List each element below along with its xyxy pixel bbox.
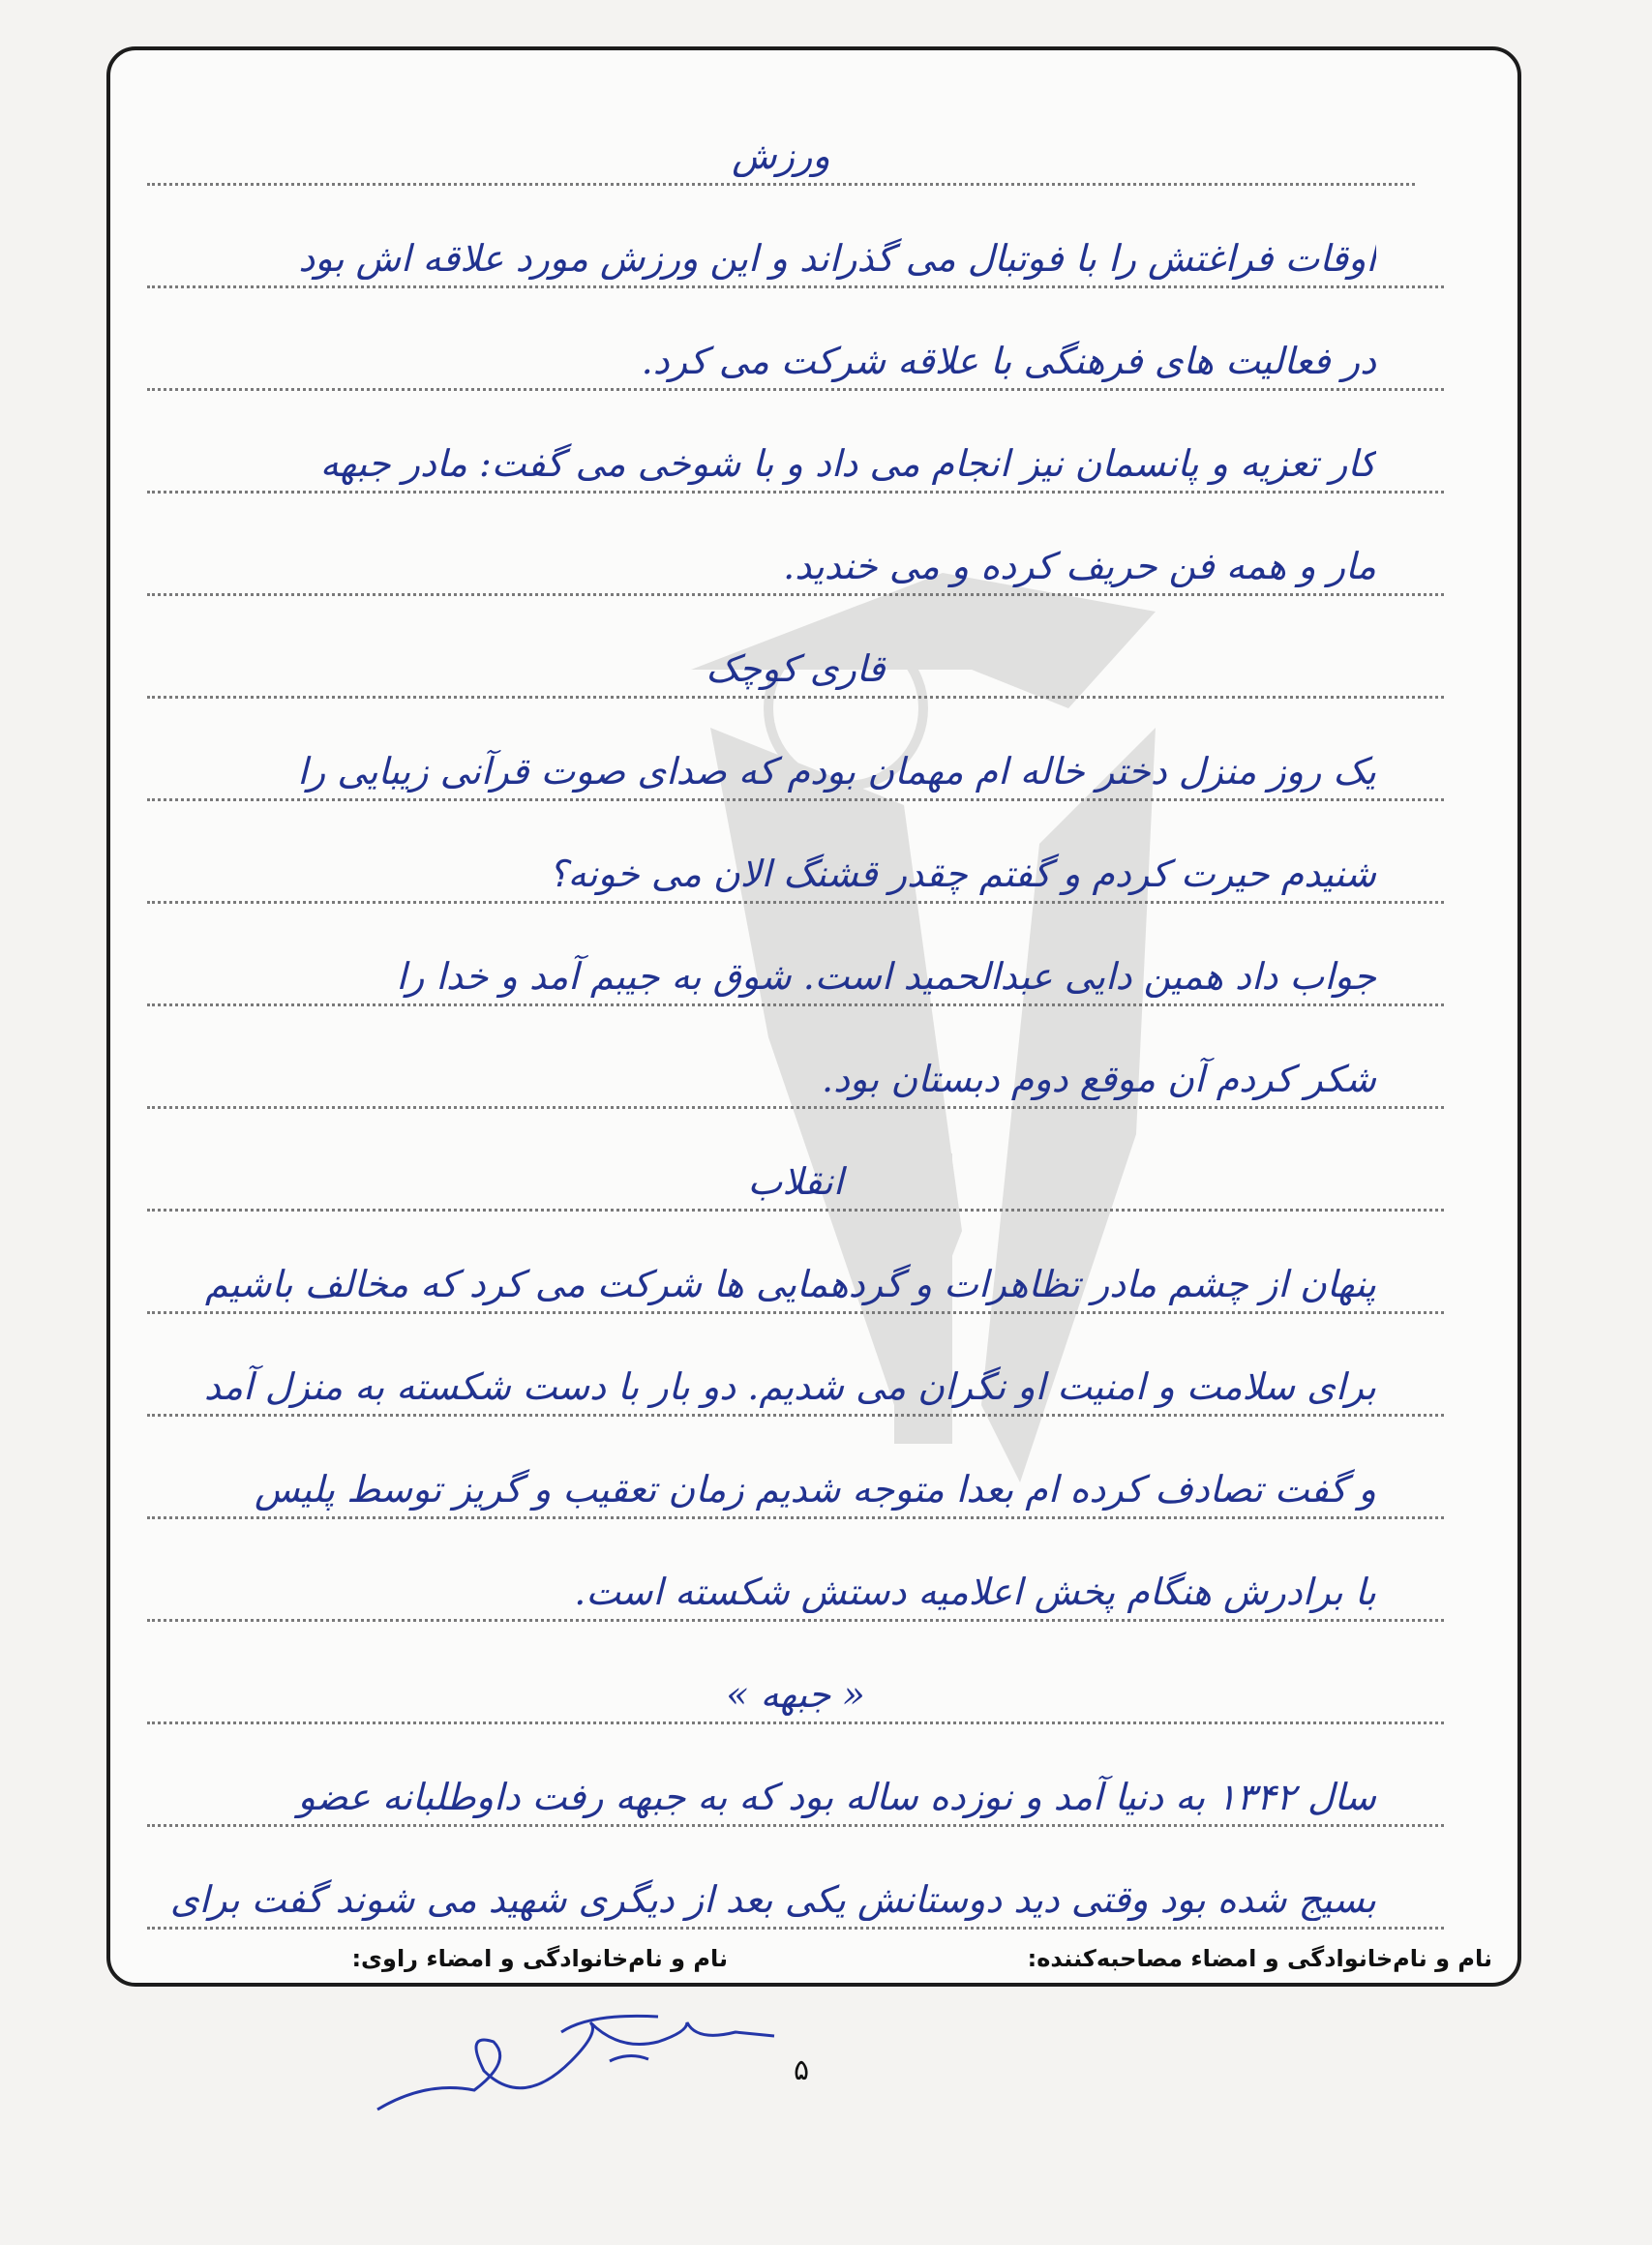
footer [147, 1939, 1492, 1987]
writing-line [147, 1647, 1444, 1724]
handwritten-text: سال ۱۳۴۲ به دنیا آمد و نوزده ساله بود که به جبهه رفت داوطلبانه عضو [297, 1776, 1376, 1818]
signature [368, 2003, 794, 2129]
handwritten-text: جواب داد همین دایی عبدالحمید است. شوق به جیبم آمد و خدا را [396, 955, 1376, 998]
writing-line [147, 1339, 1444, 1417]
handwritten-text: شنیدم حیرت کردم و گفتم چقدر قشنگ الان می خونه؟ [548, 853, 1376, 895]
writing-line [147, 1852, 1444, 1930]
writing-line [147, 108, 1415, 186]
handwritten-text: در فعالیت های فرهنگی با علاقه شرکت می کرد. [641, 340, 1376, 382]
page-number: ۵ [794, 2053, 810, 2087]
writing-line [147, 1032, 1444, 1109]
narrator-signature-label: نام و نام‌خانوادگی و امضاء راوی: [351, 1945, 728, 1972]
handwritten-text: و گفت تصادف کرده ام بعدا متوجه شدیم زمان تعقیب و گریز توسط پلیس [254, 1468, 1376, 1511]
writing-line [147, 1750, 1444, 1827]
handwritten-text: یک روز منزل دختر خاله ام مهمان بودم که صدای صوت قرآنی زیبایی را [297, 750, 1376, 793]
writing-line [147, 621, 1444, 699]
page-frame [106, 46, 1521, 1987]
section-heading: « جبهه » [726, 1673, 865, 1716]
writing-line [147, 416, 1444, 494]
writing-line [147, 211, 1444, 288]
handwritten-text: برای سلامت و امنیت او نگران می شدیم. دو بار با دست شکسته به منزل آمد [203, 1365, 1376, 1408]
section-heading: قاری کوچک [706, 647, 886, 690]
handwritten-text: اوقات فراغتش را با فوتبال می گذراند و این ورزش مورد علاقه اش بود [298, 237, 1376, 280]
handwritten-text: با برادرش هنگام پخش اعلامیه دستش شکسته است. [574, 1571, 1376, 1613]
writing-line [147, 1442, 1444, 1519]
writing-line [147, 929, 1444, 1006]
writing-line [147, 1134, 1444, 1212]
handwritten-text: پنهان از چشم مادر تظاهرات و گردهمایی ها شرکت می کرد که مخالف باشیم [204, 1263, 1376, 1305]
lined-writing-area [110, 50, 1517, 1983]
section-heading: ورزش [732, 135, 830, 177]
interviewer-signature-label: نام و نام‌خانوادگی و امضاء مصاحبه‌کننده: [1027, 1945, 1492, 1972]
handwritten-text: شکر کردم آن موقع دوم دبستان بود. [822, 1058, 1376, 1100]
writing-line [147, 724, 1444, 801]
writing-line [147, 826, 1444, 904]
writing-line [147, 314, 1444, 391]
writing-line [147, 519, 1444, 596]
handwritten-text: بسیج شده بود وقتی دید دوستانش یکی بعد از دیگری شهید می شوند گفت برای [169, 1878, 1376, 1921]
writing-line [147, 1544, 1444, 1622]
section-heading: انقلاب [747, 1160, 844, 1203]
handwritten-text: مار و همه فن حریف کرده و می خندید. [783, 545, 1376, 587]
writing-line [147, 1237, 1444, 1314]
handwritten-text: کار تعزیه و پانسمان نیز انجام می داد و با شوخی می گفت: مادر جبهه [319, 442, 1376, 485]
